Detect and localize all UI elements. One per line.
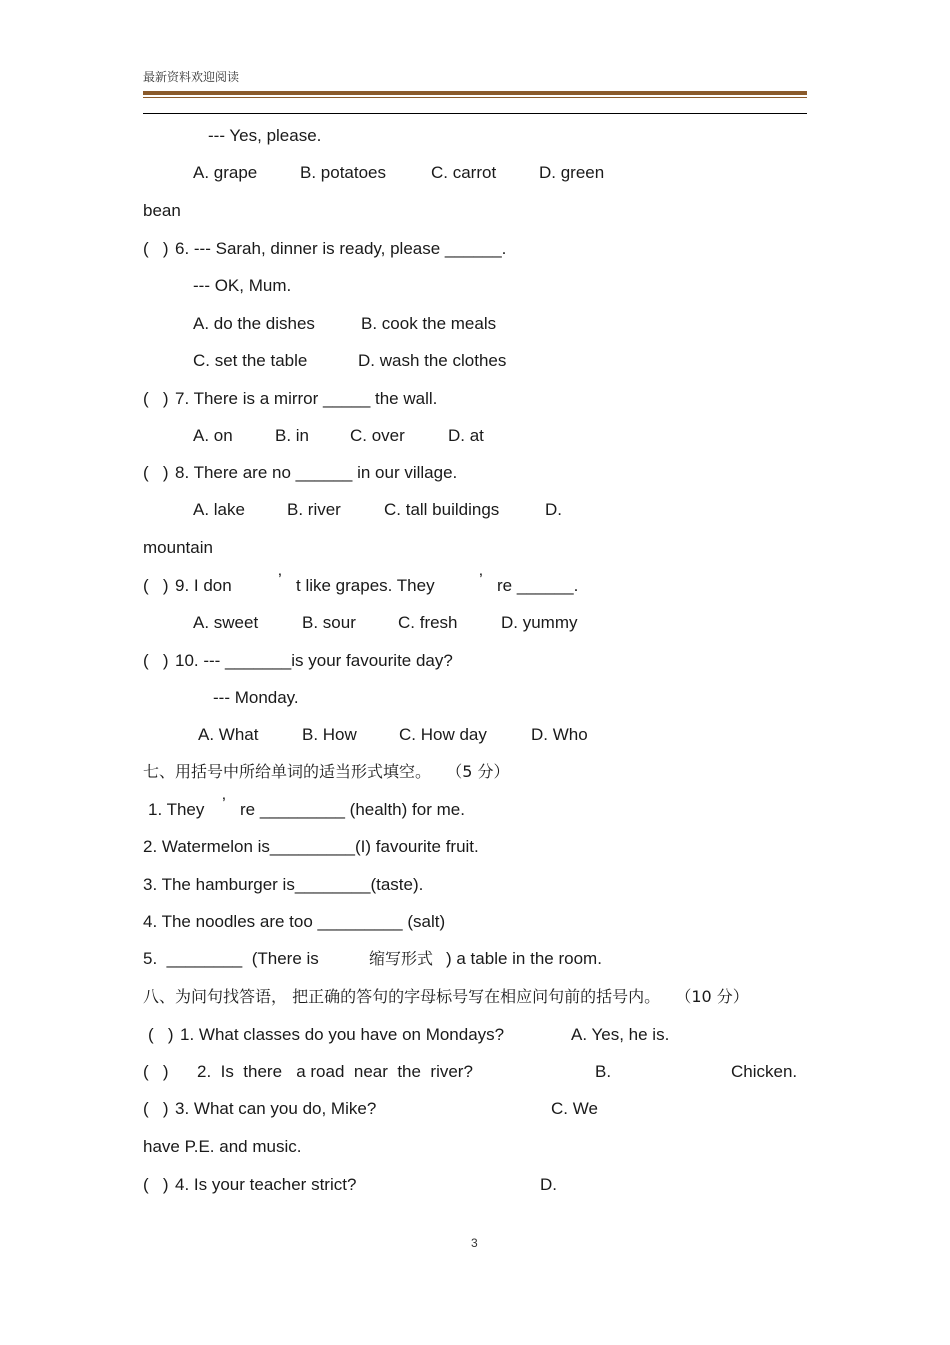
q9-stem-part2: t like grapes. They <box>296 576 435 595</box>
q9-option-a: A. sweet <box>193 613 259 632</box>
q6-answer-line: --- OK, Mum. <box>193 276 292 295</box>
header-rule-thick <box>143 91 807 95</box>
q9-option-d: D. yummy <box>501 613 578 632</box>
q7-stem: 7. There is a mirror _____ the wall. <box>175 389 438 408</box>
q5-answer-line: --- Yes, please. <box>208 126 322 145</box>
q10-option-d: D. Who <box>531 725 588 744</box>
q9-option-c: C. fresh <box>398 613 458 632</box>
q5-option-c: C. carrot <box>431 163 497 182</box>
section7-item5-chinese: 缩写形式 <box>369 949 434 968</box>
q10-option-b: B. How <box>302 725 357 744</box>
section8-row2-answer: B. <box>595 1062 612 1081</box>
q5-option-b: B. potatoes <box>300 163 387 182</box>
q8-option-d-wrap: mountain <box>143 538 213 557</box>
section8-row1-answer: A. Yes, he is. <box>571 1025 670 1044</box>
section8-title: 八、为问句找答语， 把正确的答句的字母标号写在相应问句前的括号内。 （10 分） <box>143 987 749 1006</box>
section8-row2-bracket: ( ) <box>143 1062 169 1081</box>
q6-bracket: ( ) <box>143 239 169 258</box>
section8-row4-bracket: ( ) <box>143 1175 169 1194</box>
q7-option-c: C. over <box>350 426 405 445</box>
section8-row1-bracket: ( ) <box>148 1025 174 1044</box>
q10-bracket: ( ) <box>143 651 169 670</box>
q6-option-b: B. cook the meals <box>361 314 497 333</box>
q6-option-c: C. set the table <box>193 351 308 370</box>
section7-title: 七、用括号中所给单词的适当形式填空。 （5 分） <box>143 762 510 781</box>
q7-option-a: A. on <box>193 426 233 445</box>
section7-item2: 2. Watermelon is_________(I) favourite fruit. <box>143 837 479 856</box>
q9-stem-part3: re ______. <box>497 576 579 595</box>
section8-row4-question: 4. Is your teacher strict? <box>175 1175 357 1194</box>
section8-row2-answer-word: Chicken. <box>731 1062 798 1081</box>
q7-option-b: B. in <box>275 426 310 445</box>
section8-row3-answer: C. We <box>551 1099 598 1118</box>
q8-option-c: C. tall buildings <box>384 500 500 519</box>
section8-row1-question: 1. What classes do you have on Mondays? <box>180 1025 505 1044</box>
q7-bracket: ( ) <box>143 389 169 408</box>
q8-option-d: D. <box>545 500 562 519</box>
page-number: 3 <box>471 1236 478 1250</box>
header-rule-thin <box>143 97 807 98</box>
section8-row3-question: 3. What can you do, Mike? <box>175 1099 377 1118</box>
section7-item5-part2: ) a table in the room. <box>446 949 602 968</box>
q8-stem: 8. There are no ______ in our village. <box>175 463 458 482</box>
q9-bracket: ( ) <box>143 576 169 595</box>
q9-option-b: B. sour <box>302 613 356 632</box>
q10-stem: 10. --- _______is your favourite day? <box>175 651 453 670</box>
q10-answer-line: --- Monday. <box>213 688 299 707</box>
q9-apostrophe-1: ’ <box>278 570 282 589</box>
top-divider <box>143 113 807 114</box>
section8-row2-question: 2. Is there a road near the river? <box>197 1062 473 1081</box>
q5-option-d: D. green <box>539 163 605 182</box>
section8-row3-answer-wrap: have P.E. and music. <box>143 1137 302 1156</box>
q8-option-b: B. river <box>287 500 341 519</box>
q9-stem-part1: 9. I don <box>175 576 232 595</box>
q6-option-a: A. do the dishes <box>193 314 315 333</box>
q6-option-d: D. wash the clothes <box>358 351 507 370</box>
page-header: 最新资料欢迎阅读 <box>143 70 240 84</box>
q10-option-c: C. How day <box>399 725 487 744</box>
section7-item1-part1: 1. They <box>148 800 205 819</box>
q5-option-a: A. grape <box>193 163 258 182</box>
q6-stem: 6. --- Sarah, dinner is ready, please ______. <box>175 239 507 258</box>
q7-option-d: D. at <box>448 426 484 445</box>
q10-option-a: A. What <box>198 725 259 744</box>
q8-option-a: A. lake <box>193 500 245 519</box>
section7-item4: 4. The noodles are too _________ (salt) <box>143 912 446 931</box>
section7-item3: 3. The hamburger is________(taste). <box>143 875 424 894</box>
q5-option-d-wrap: bean <box>143 201 181 220</box>
q9-apostrophe-2: ’ <box>479 570 483 589</box>
section7-item1-part2: re _________ (health) for me. <box>240 800 465 819</box>
section7-item1-apostrophe: ’ <box>222 794 226 813</box>
section7-item5-part1: 5. ________ (There is <box>143 949 319 968</box>
q8-bracket: ( ) <box>143 463 169 482</box>
section8-row4-answer: D. <box>540 1175 557 1194</box>
section8-row3-bracket: ( ) <box>143 1099 169 1118</box>
